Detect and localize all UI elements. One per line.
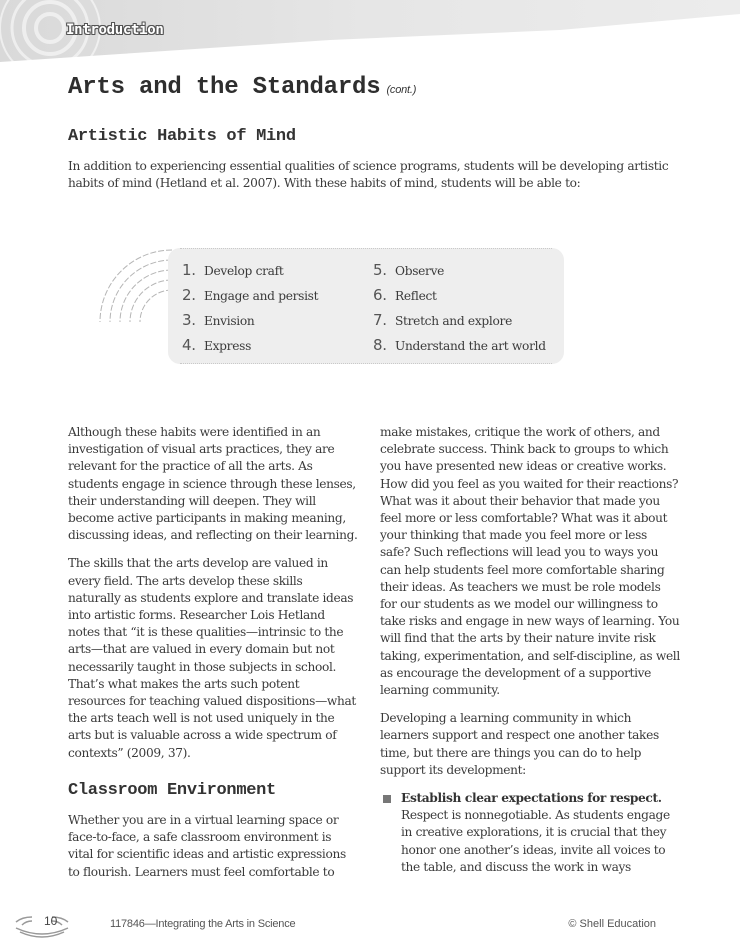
dotted-border-top xyxy=(180,248,552,249)
habit-label: Develop craft xyxy=(204,264,284,278)
paragraph: make mistakes, critique the work of others, and celebrate success. Think back to groups to which you have presented new ideas or creative works. How did you feel as you waited for their reactions? What was it about their behavior that made you feel more or less comfortable? What was it about your thinking that made you feel more or less safe? Such reflections will lead you to ways you can help students feel more comfortable sharing their ideas. As teachers we must be role models for our students as we model our willingness to take risks and engage in new ways of learning. You will find that the arts by their nature invite risk taking, experimentation, and self-discipline, as well as encourage the development of a supportive learning community. xyxy=(380,425,680,698)
habit-label: Engage and persist xyxy=(204,289,319,303)
page-title-main: Arts and the Standards xyxy=(68,74,381,101)
right-column xyxy=(380,424,680,876)
section-heading-classroom: Classroom Environment xyxy=(68,781,276,800)
square-bullet-icon xyxy=(383,795,391,803)
habit-number: 1. xyxy=(182,261,196,279)
page-title-suffix: (cont.) xyxy=(386,84,417,96)
left-column xyxy=(68,424,358,762)
bullet-text: Respect is nonnegotiable. As students engage in creative explorations, it is crucial that they honor one another’s ideas, invite all voices to the table, and discuss the work in ways xyxy=(401,808,670,874)
copyright: © Shell Education xyxy=(568,918,656,930)
habit-number: 6. xyxy=(373,286,387,304)
habit-item xyxy=(373,311,512,329)
habit-item xyxy=(182,286,318,304)
habit-label: Reflect xyxy=(395,289,437,303)
habit-label: Understand the art world xyxy=(395,339,546,353)
book-reference: 117846—Integrating the Arts in Science xyxy=(110,918,296,930)
bullet-item xyxy=(380,790,680,876)
decorative-arcs-icon xyxy=(96,246,176,336)
page-title xyxy=(68,74,416,101)
habit-item xyxy=(182,336,251,354)
habit-number: 4. xyxy=(182,336,196,354)
habit-item xyxy=(182,261,283,279)
section-tab: Introduction xyxy=(66,22,164,38)
habit-number: 7. xyxy=(373,311,387,329)
paragraph: Developing a learning community in which learners support and respect one another takes time, but there are things you can do to help support its development: xyxy=(380,711,659,777)
habit-number: 5. xyxy=(373,261,387,279)
ripple-logo-icon xyxy=(12,912,72,938)
habits-list-box xyxy=(168,248,564,364)
habits-intro xyxy=(68,158,678,192)
habit-number: 2. xyxy=(182,286,196,304)
habit-item xyxy=(373,261,444,279)
dotted-border-bottom xyxy=(180,363,552,364)
paragraph: Whether you are in a virtual learning space or face-to-face, a safe classroom environment is vital for scientific ideas and artistic expressions to flourish. Learners must feel comfortable to xyxy=(68,813,346,879)
page-number: 10 xyxy=(44,914,58,928)
bullet-lead: Establish clear expectations for respect. xyxy=(401,791,662,806)
habit-item xyxy=(182,311,254,329)
habit-label: Express xyxy=(204,339,252,353)
habits-intro-text: In addition to experiencing essential qualities of science programs, students will be developing artistic habits of mind (Hetland et al. 2007). With these habits of mind, students will be able to: xyxy=(68,159,669,191)
habit-label: Observe xyxy=(395,264,445,278)
habit-number: 8. xyxy=(373,336,387,354)
page-footer xyxy=(0,910,740,940)
habit-label: Envision xyxy=(204,314,255,328)
section-heading-habits: Artistic Habits of Mind xyxy=(68,127,296,146)
habit-label: Stretch and explore xyxy=(395,314,512,328)
classroom-text xyxy=(68,812,358,881)
habit-number: 3. xyxy=(182,311,196,329)
habit-item xyxy=(373,286,437,304)
header-band xyxy=(0,0,740,62)
paragraph: Although these habits were identified in an investigation of visual arts practices, they are relevant for the practice of all the arts. As students engage in science through these lenses, their understanding will deepen. They will become active participants in making meaning, discussing ideas, and reflecting on their learning. xyxy=(68,425,358,543)
habit-item xyxy=(373,336,546,354)
paragraph: The skills that the arts develop are valued in every field. The arts develop these skills naturally as students explore and translate ideas into artistic forms. Researcher Lois Hetland notes that “it is these qualities—intrinsic to the arts—that are valued in every domain but not necessarily taught in those subjects in school. That’s what makes the arts such potent resources for teaching valued dispositions—what the arts teach well is not used uniquely in the arts but is valuable across a wide spectrum of contexts” (2009, 37). xyxy=(68,556,356,760)
